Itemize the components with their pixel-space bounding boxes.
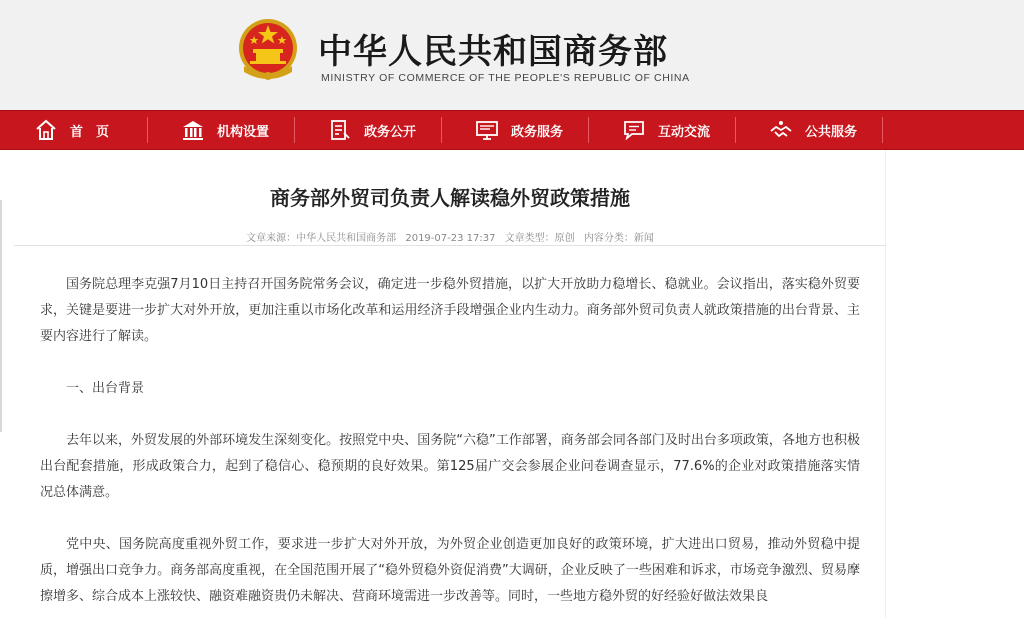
site-title-cn[interactable]: 中华人民共和国商务部 [318,32,668,72]
article-title: 商务部外贸司负责人解读稳外贸政策措施 [270,186,630,210]
monitor-icon [475,118,499,142]
content-right-border [885,150,886,618]
article-paragraph: 党中央、国务院高度重视外贸工作，要求进一步扩大对外开放，为外贸企业创造更加良好的政策环境，扩大进出口贸易，推动外贸稳中提质，增强出口竞争力。商务部高度重视，在全国范围开展了“稳外贸稳外资促消费”大调研，企业反映了一些困难和诉求，市场竞争激烈、贸易摩擦增多、综合成本上涨较快、融资难融资贵仍未解决、营商环境需进一步改善等。同时，一些地方稳外贸的好经验好做法效果良 [40,537,860,604]
site-title-en: MINISTRY OF COMMERCE OF THE PEOPLE'S REPUBLIC OF CHINA [321,72,690,84]
nav-item-organization[interactable] [147,111,294,149]
nav-label-home: 首 页 [70,124,110,140]
section-heading: 一、出台背景 [66,381,145,396]
article-category: 内容分类：新闻 [583,233,654,244]
nav-label-interaction: 互动交流 [658,124,711,140]
nav-item-public-services[interactable] [735,111,882,149]
nav-label-government-services: 政务服务 [511,124,564,140]
nav-label-organization: 机构设置 [217,124,270,140]
article-date: 2019-07-23 17:37 [405,233,496,244]
nav-item-interaction[interactable] [588,111,735,149]
nav-item-government-affairs[interactable] [294,111,441,149]
national-emblem-icon [236,16,300,84]
nav-item-government-services[interactable] [441,111,588,149]
site-header [0,0,1024,110]
main-nav [0,110,1024,150]
article-paragraph: 国务院总理李克强7月10日主持召开国务院常务会议，确定进一步稳外贸措施，以扩大开放助力稳增长、稳就业。会议指出，落实稳外贸要求，关键是要进一步扩大对外开放，更加注重以市场化改革和运用经济手段增强企业内生动力。商务部外贸司负责人就政策措施的出台背景、主要内容进行了解读。 [40,277,860,344]
article-meta [0,229,900,244]
nav-separator [882,117,883,143]
home-icon [34,118,58,142]
document-icon [328,118,352,142]
article-source: 文章来源：中华人民共和国商务部 [246,233,397,244]
article-paragraph: 去年以来，外贸发展的外部环境发生深刻变化。按照党中央、国务院“六稳”工作部署，商务部会同各部门及时出台多项政策，各地方也积极出台配套措施，形成政策合力，起到了稳信心、稳预期的良好效果。第125届广交会参展企业问卷调查显示，77.6%的企业对政策措施落实情况总体满意。 [40,433,860,500]
nav-label-government-affairs: 政务公开 [364,124,417,140]
nav-label-public-services: 公共服务 [805,124,858,140]
meta-divider [14,245,886,246]
building-icon [181,118,205,142]
nav-item-home[interactable] [0,111,147,149]
handshake-icon [769,118,793,142]
chat-icon [622,118,646,142]
article-body [40,272,860,636]
article-type: 文章类型：原创 [504,233,575,244]
